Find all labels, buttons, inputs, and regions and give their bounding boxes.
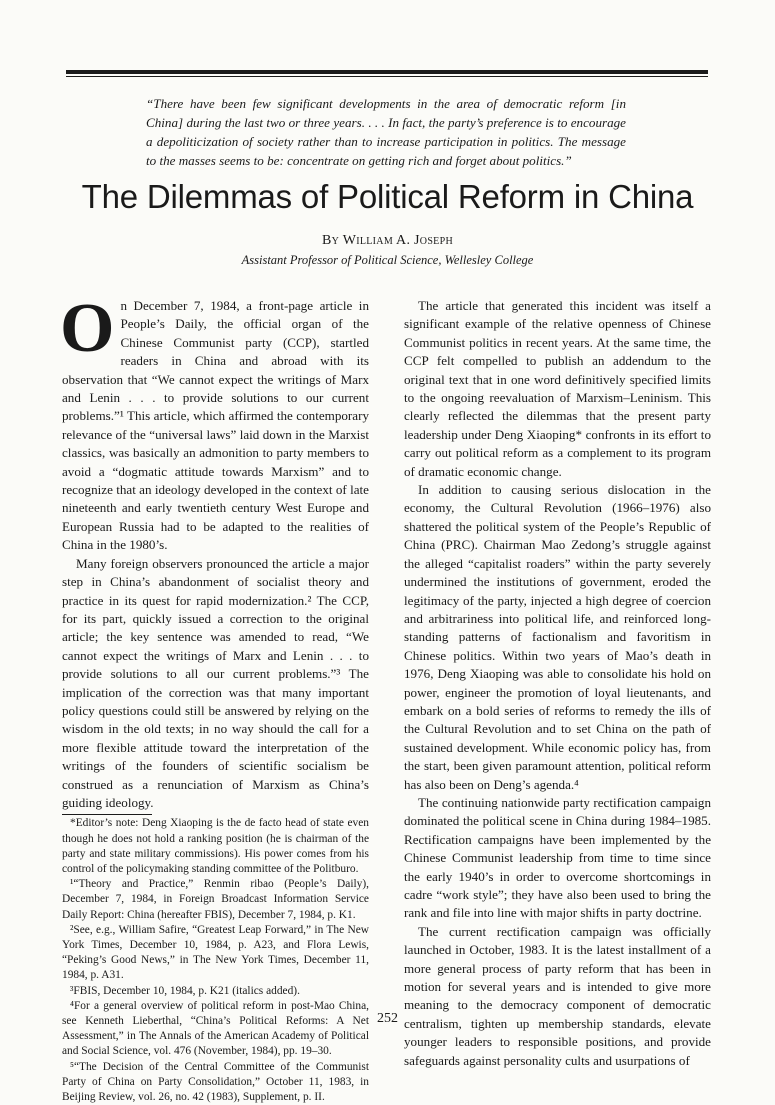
footnote-3: ³FBIS, December 10, 1984, p. K21 (italics added). — [70, 984, 300, 997]
paragraph-text: n December 7, 1984, a front-page article in People’s Daily, the official organ of the Chinese Communist party (CCP), startled readers in China and abroad with its observation that “We cannot expect the writings of Marx and Lenin . . . to provide solutions to our current problems.”¹ This article, which affirmed the contemporary relevance of the “universal laws” laid down in the Marxist classics, was basically an admonition to party members to avoid a “dogmatic attitude towards Marxism” and to recognize that an ideology developed in the context of late nineteenth and early twentieth century West Europe and European Russia had to be adapted to the realities of China in the 1980’s. — [62, 298, 369, 553]
header-rule-thin — [66, 76, 708, 77]
left-column — [60, 290, 369, 1105]
paragraph: Many foreign observers pronounced the article a major step in China’s abandonment of socialist theory and practice in its quest for rapid modernization.² The CCP, for its part, quickly issued a correction to the original article; the key sentence was amended to read, “We cannot expect the writings of Marx and Lenin . . . to provide solutions to all our current problems.”³ The implication of the correction was that many important policy questions could still be answered by relying on the wisdom in the old texts; in no way should the call for a more flexible attitude toward the interpretation of the writings of the founders of scientific socialism be construed as a renunciation of Marxism as China’s guiding ideology. — [62, 555, 369, 810]
author-affiliation: Assistant Professor of Political Science, Wellesley College — [241, 253, 534, 267]
paragraph: The article that generated this incident was itself a significant example of the relative openness of Chinese Communist politics in recent years. At the same time, the CCP felt compelled to publish an addendum to the original text that in one word definitively specified limits to the ongoing reevaluation of Marxism–Leninism. This clearly reflected the dilemmas that the present party leadership under Deng Xiaoping* confronts in its effort to carry out political reform as a complement to its program of dramatic economic change. — [404, 298, 711, 479]
footnotes — [62, 816, 369, 1105]
footnote-1: ¹“Theory and Practice,” Renmin ribao (People’s Daily), December 7, 1984, in Foreign Broadcast Information Service Daily Report: China (hereafter FBIS), December 7, 1984, p. K1. — [62, 878, 369, 921]
header-rules — [66, 70, 708, 77]
drop-cap: O — [60, 290, 115, 367]
article-title: The Dilemmas of Political Reform in China — [81, 178, 694, 215]
footnote-2: ²See, e.g., William Safire, “Greatest Leap Forward,” in The New York Times, December 10, 1984, p. A23, and Flora Lewis, “Peking’s Good News,” in The New York Times, December 11, 1984, p. A31. — [62, 923, 369, 982]
paragraph: The current rectification campaign was officially launched in October, 1983. It is the latest installment of a more general process of party reform that has been in motion for several years and is intended to give more meaning to the democracy component of democratic centralism, tighten up membership standards, elevate younger leaders to responsible positions, and provide safeguards against personality cults and usurpations of — [404, 923, 711, 1068]
footnote-divider — [62, 814, 152, 815]
epigraph-quote: “There have been few significant developments in the area of democratic reform [in China] during the last two or three years. . . . In fact, the party’s preference is to encourage a depoliticization of society rather than to increase participation in politics. The message to the masses seems to be: concentrate on getting rich and forget about politics.” — [146, 96, 626, 168]
footnote-editor: *Editor’s note: Deng Xiaoping is the de facto head of state even though he does not hold a ranking position (he is chairman of the party and state military commissions). His power comes from his control of the policymaking standing committee of the Politburo. — [62, 817, 369, 875]
page-number: 252 — [377, 1011, 398, 1026]
paragraph: The continuing nationwide party rectification campaign dominated the political scene in China during 1984–1985. Rectification campaigns have been implemented by the Chinese Communist leadership from time to time since the early 1940’s in order to overcome shortcomings in cadre “work style”; they have also been used to bring the rank and file into line with major shifts in party doctrine. — [404, 794, 711, 921]
paragraph: In addition to causing serious dislocation in the economy, the Cultural Revolution (1966–1976) also shattered the political system of the People’s Republic of China (PRC). Chairman Mao Zedong’s struggle against the alleged “capitalist roaders” within the party severely undermined the institutions of government, eroded the legitimacy of the party, injected a high degree of coercion and arbitrariness into political life, and reinforced long-standing patterns of factionalism and favoritism in Chinese politics. Within two years of Mao’s death in 1976, Deng Xiaoping was able to consolidate his hold on power, engineer the promotion of loyal lieutenants, and embark on a bold series of reforms to remedy the ills of the Cultural Revolution and to set China on the path of sustained development. While economic policy has, from the start, been given paramount attention, political reform has also been on Deng’s agenda.⁴ — [404, 482, 711, 792]
footnote-4: ⁴For a general overview of political reform in post-Mao China, see Kenneth Lieberthal, “China’s Political Reforms: A Net Assessment,” in The Annals of the American Academy of Political and Social Science, vol. 476 (November, 1984), pp. 19–30. — [62, 999, 369, 1058]
right-column — [404, 297, 711, 1070]
footnote-5: ⁵“The Decision of the Central Committee of the Communist Party of China on Party Consolidation,” October 11, 1983, in Beijing Review, vol. 26, no. 42 (1983), Supplement, p. II. — [62, 1060, 369, 1104]
opening-paragraph — [60, 290, 369, 555]
author-byline: By William A. Joseph — [322, 233, 453, 248]
